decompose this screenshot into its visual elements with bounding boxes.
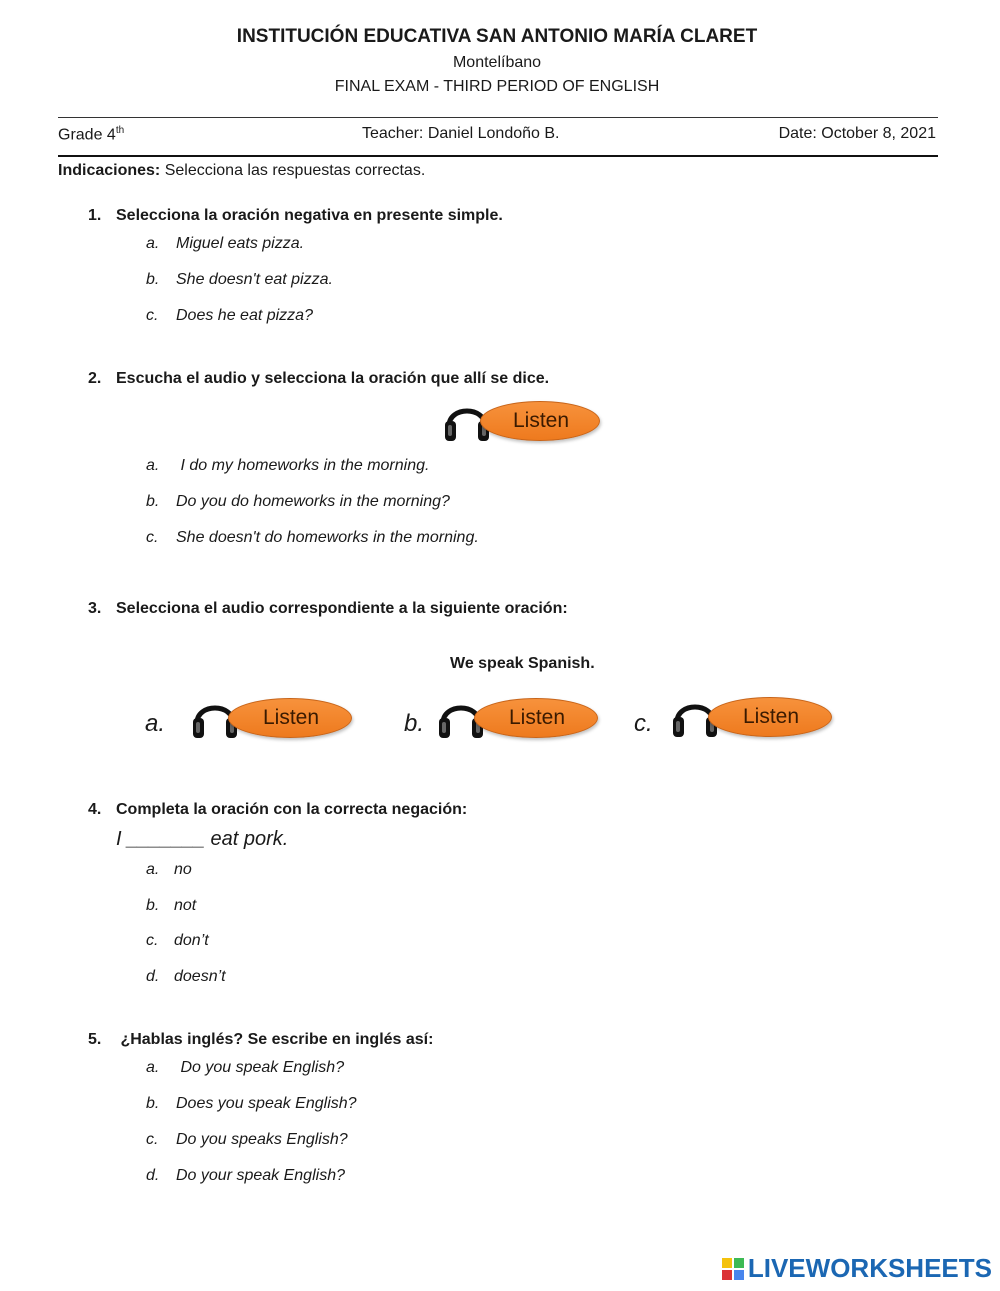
liveworksheets-brand [722, 1253, 992, 1284]
question-2 [88, 370, 549, 388]
question-text: Escucha el audio y selecciona la oración que allí se dice. [116, 370, 550, 387]
q4-option-b[interactable] [146, 897, 196, 915]
header-divider-bottom [58, 155, 938, 157]
logo-square [734, 1270, 744, 1280]
q3-option-b-letter: b. [404, 710, 425, 737]
instructions [58, 162, 425, 180]
listen-label: Listen [708, 697, 832, 737]
q5-option-c[interactable] [146, 1131, 348, 1149]
question-text: ¿Hablas inglés? Se escribe en inglés así: [116, 1031, 434, 1048]
exam-date: Date: October 8, 2021 [778, 125, 936, 142]
question-text: Selecciona la oración negativa en presente simple. [116, 207, 503, 224]
q3-option-a-letter: a. [145, 710, 166, 737]
option-text: don’t [174, 932, 209, 949]
option-letter: b. [146, 897, 160, 914]
option-letter: d. [146, 968, 160, 985]
option-letter: b. [146, 271, 160, 288]
question-number: 4. [88, 801, 102, 818]
option-text: Miguel eats pizza. [176, 235, 305, 252]
q3-option-c-listen-button[interactable] [670, 692, 832, 742]
logo-square [722, 1258, 732, 1268]
question-number: 5. [88, 1031, 102, 1048]
logo-square [722, 1270, 732, 1280]
q3-option-c-letter: c. [634, 710, 653, 737]
question-3 [88, 600, 568, 618]
question-number: 1. [88, 207, 102, 224]
option-text: no [174, 861, 192, 878]
option-letter: c. [146, 1131, 159, 1148]
listen-label: Listen [474, 698, 598, 738]
option-letter: b. [146, 1095, 160, 1112]
q2-option-c[interactable] [146, 529, 479, 547]
option-text: Does you speak English? [176, 1095, 357, 1112]
option-text: doesn’t [174, 968, 226, 985]
q4-option-c[interactable] [146, 932, 209, 950]
teacher: Teacher: Daniel Londoño B. [362, 125, 560, 142]
option-letter: c. [146, 529, 159, 546]
question-1 [88, 207, 503, 225]
option-text: Do you speak English? [176, 1059, 345, 1076]
q4-option-a[interactable] [146, 861, 192, 879]
q2-option-b[interactable] [146, 493, 450, 511]
question-text: Completa la oración con la correcta negación: [116, 801, 468, 818]
q3-sentence: We speak Spanish. [450, 655, 595, 672]
option-letter: b. [146, 493, 160, 510]
q2-listen-button[interactable] [442, 396, 600, 446]
option-text: She doesn't do homeworks in the morning. [176, 529, 479, 546]
option-text: Do your speak English? [176, 1167, 345, 1184]
option-letter: a. [146, 861, 160, 878]
city: Montelíbano [452, 54, 542, 71]
exam-title: FINAL EXAM - THIRD PERIOD OF ENGLISH [334, 78, 660, 95]
option-letter: c. [146, 307, 159, 324]
grade [58, 125, 124, 144]
option-text: Do you speaks English? [176, 1131, 348, 1148]
option-text: Do you do homeworks in the morning? [176, 493, 450, 510]
option-letter: a. [146, 1059, 160, 1076]
option-letter: a. [146, 457, 160, 474]
q5-option-a[interactable] [146, 1059, 344, 1077]
question-5 [88, 1031, 433, 1049]
question-text: Selecciona el audio correspondiente a la siguiente oración: [116, 600, 568, 617]
question-4 [88, 801, 467, 819]
brand-name: LIVEWORKSHEETS [747, 1253, 992, 1283]
option-letter: d. [146, 1167, 160, 1184]
q1-option-c[interactable] [146, 307, 313, 325]
q3-option-b-listen-button[interactable] [436, 693, 598, 743]
instructions-text: Selecciona las respuestas correctas. [160, 162, 426, 179]
option-text: I do my homeworks in the morning. [176, 457, 430, 474]
q2-option-a[interactable] [146, 457, 429, 475]
liveworksheets-logo [722, 1258, 744, 1280]
q5-option-b[interactable] [146, 1095, 357, 1113]
option-letter: c. [146, 932, 159, 949]
option-text: She doesn't eat pizza. [176, 271, 333, 288]
listen-label: Listen [480, 401, 600, 441]
question-number: 2. [88, 370, 102, 387]
option-letter: a. [146, 235, 160, 252]
instructions-label: Indicaciones: [58, 162, 161, 179]
question-number: 3. [88, 600, 102, 617]
school-name: INSTITUCIÓN EDUCATIVA SAN ANTONIO MARÍA CLARET [236, 26, 758, 47]
q5-option-d[interactable] [146, 1167, 345, 1185]
grade-label: Grade 4 [58, 126, 116, 144]
q3-option-a-listen-button[interactable] [190, 693, 352, 743]
q1-option-b[interactable] [146, 271, 333, 289]
listen-label: Listen [228, 698, 352, 738]
logo-square [734, 1258, 744, 1268]
q4-option-d[interactable] [146, 968, 226, 986]
q4-sentence: I _______ eat pork. [116, 828, 289, 850]
q1-option-a[interactable] [146, 235, 304, 253]
option-text: Does he eat pizza? [176, 307, 313, 324]
grade-superscript: th [115, 125, 125, 136]
header-divider-top [58, 117, 938, 118]
option-text: not [174, 897, 197, 914]
